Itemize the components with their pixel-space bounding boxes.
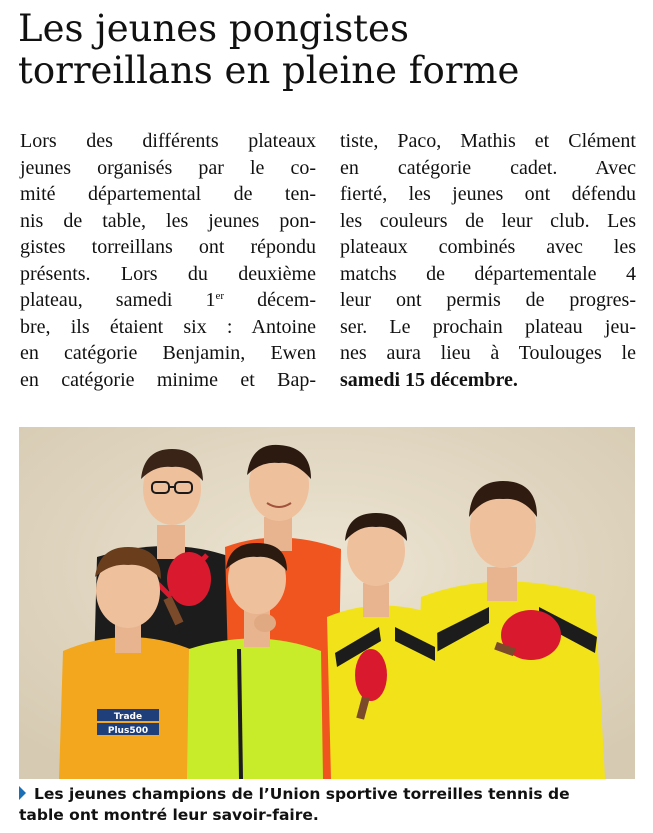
caption-line-2: table ont montré leur savoir-faire. xyxy=(19,806,319,824)
headline xyxy=(18,8,638,92)
event-date-text: samedi 15 décembre. xyxy=(340,368,518,391)
team-photo xyxy=(19,427,635,779)
caption-text-1: Les jeunes champions de l’Union sportive torreilles tennis de xyxy=(34,785,570,803)
body-line: mité départemental de ten- xyxy=(20,183,316,205)
body-line: plateaux combinés avec les xyxy=(340,236,636,258)
body-line-date xyxy=(20,287,316,314)
headline-line-2: torreillans en pleine forme xyxy=(18,49,520,92)
body-line: fierté, les jeunes ont défendu xyxy=(340,183,636,205)
body-line: présents. Lors du deuxième xyxy=(20,262,316,285)
body-line: Lors des différents plateaux xyxy=(20,130,316,152)
shirt-sponsor-text-2: Plus500 xyxy=(107,726,149,736)
photo-caption xyxy=(19,784,639,826)
body-line: gistes torreillans ont répondu xyxy=(20,236,316,258)
body-line: nis de table, les jeunes pon- xyxy=(20,209,316,232)
article-column-left xyxy=(20,128,316,393)
body-line: tiste, Paco, Mathis et Clément xyxy=(340,130,636,152)
body-line-date-start: plateau, samedi 1 xyxy=(20,289,216,311)
body-line: bre, ils étaient six : Antoine xyxy=(20,315,316,338)
body-line: les couleurs de leur club. Les xyxy=(340,209,636,232)
body-line: jeunes organisés par le co- xyxy=(20,156,316,179)
caption-line-1 xyxy=(19,784,639,805)
ordinal-superscript: er xyxy=(215,290,225,302)
body-line-date-end: décem- xyxy=(224,289,316,311)
body-line: nes aura lieu à Toulouges le xyxy=(340,342,636,364)
article-column-right xyxy=(340,128,636,393)
body-line: matchs de départementale 4 xyxy=(340,262,636,285)
body-line: leur ont permis de progres- xyxy=(340,289,636,311)
event-date-bold xyxy=(340,367,636,394)
team-photo-illustration xyxy=(19,427,635,779)
headline-line-1: Les jeunes pongistes xyxy=(18,7,409,50)
body-line: en catégorie cadet. Avec xyxy=(340,156,636,179)
caption-marker-icon xyxy=(19,786,26,800)
body-line: en catégorie Benjamin, Ewen xyxy=(20,342,316,364)
shirt-sponsor-text-1: Trade xyxy=(113,712,143,722)
body-line: en catégorie minime et Bap- xyxy=(20,368,316,391)
body-line: ser. Le prochain plateau jeu- xyxy=(340,315,636,338)
